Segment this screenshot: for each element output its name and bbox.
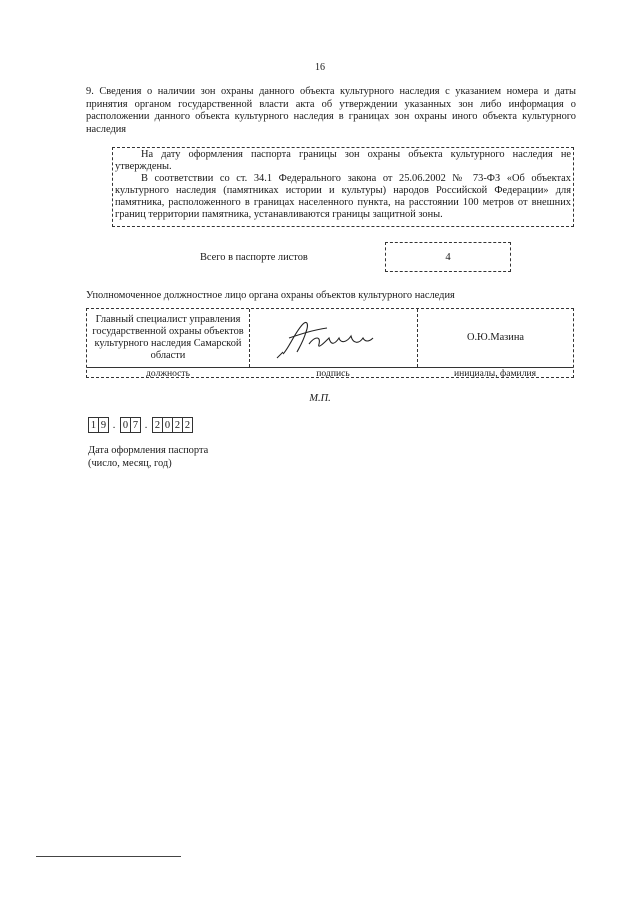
sheets-count-box bbox=[385, 242, 511, 272]
sheets-count-label: Всего в паспорте листов bbox=[200, 252, 308, 263]
stamp-place: М.П. bbox=[309, 393, 331, 404]
label-position: должность bbox=[146, 368, 190, 379]
date-digit: 2 bbox=[172, 417, 183, 433]
date-digit: 0 bbox=[120, 417, 131, 433]
date-boxes bbox=[88, 417, 192, 433]
date-separator: . bbox=[144, 419, 148, 431]
zones-paragraph-2: В соответствии со ст. 34.1 Федерального закона от 25.06.2002 № 73-ФЗ «Об объектах культурного наследия (памятниках истории и культуры) народов Российской Федерации» для памятника, расположенного в границах населенного пункта, на расстоянии 100 метров от внешних границ территории памятника, устанавливаются границы защитной зоны. bbox=[115, 173, 571, 220]
date-digit: 9 bbox=[98, 417, 109, 433]
section-9-heading: 9. Сведения о наличии зон охраны данного объекта культурного наследия с указанием номера и даты принятия органом государственной власти акта об утверждении указанных зон либо информация о расположении данного объекта культурного наследия в границах зон охраны иного объекта культурного наследия bbox=[86, 86, 576, 135]
date-caption-line-2: (число, месяц, год) bbox=[88, 458, 172, 469]
label-name: инициалы, фамилия bbox=[453, 368, 537, 379]
date-digit: 2 bbox=[152, 417, 163, 433]
signature-cell bbox=[249, 309, 417, 367]
official-caption: Уполномоченное должностное лицо органа охраны объектов культурного наследия bbox=[86, 290, 455, 301]
handwritten-signature bbox=[269, 314, 399, 362]
official-position: Главный специалист управления государственной охраны объектов культурного наследия Самарской области bbox=[92, 314, 244, 361]
date-separator: . bbox=[112, 419, 116, 431]
footnote-separator bbox=[36, 856, 181, 857]
sheets-count-value: 4 bbox=[445, 251, 451, 263]
signature-labels-row bbox=[87, 367, 573, 379]
date-digit: 0 bbox=[162, 417, 173, 433]
signature-table bbox=[86, 308, 574, 378]
official-name: О.Ю.Мазина bbox=[417, 309, 573, 367]
zones-paragraph-1: На дату оформления паспорта границы зон охраны объекта культурного наследия не утверждены. bbox=[115, 149, 571, 172]
date-digit: 2 bbox=[182, 417, 193, 433]
date-digit: 1 bbox=[88, 417, 99, 433]
date-caption bbox=[88, 444, 208, 470]
protection-zones-box bbox=[112, 147, 574, 227]
page-number: 16 bbox=[315, 62, 325, 73]
date-digit: 7 bbox=[130, 417, 141, 433]
date-caption-line-1: Дата оформления паспорта bbox=[88, 445, 209, 456]
label-signature: подпись bbox=[316, 368, 350, 379]
